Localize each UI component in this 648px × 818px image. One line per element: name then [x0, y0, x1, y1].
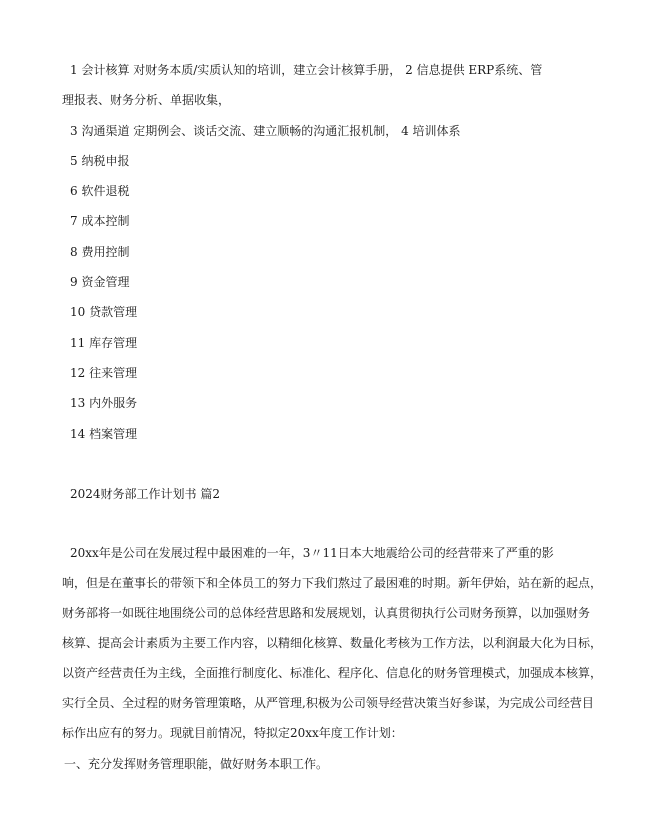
list-item: 6 软件退税: [70, 184, 130, 198]
list-item: 5 纳税申报: [70, 154, 130, 168]
paragraph-line: 响，但是在董事长的带领下和全体员工的努力下我们熬过了最困难的时期。新年伊始，站在新的起点，: [62, 576, 603, 590]
list-item: 11 库存管理: [70, 336, 138, 350]
paragraph-line: 实行全员、全过程的财务管理策略，从严管理,积极为公司领导经营决策当好参谋，为完成公司经营目: [62, 696, 594, 710]
paragraph-line: 以资产经营责任为主线，全面推行制度化、标准化、程序化、信息化的财务管理模式，加强成本核算，: [62, 666, 603, 680]
list-item: 14 档案管理: [70, 427, 138, 441]
list-item-continuation: 理报表、财务分析、单据收集，: [62, 93, 231, 107]
list-item: 7 成本控制: [70, 214, 130, 228]
list-item: 13 内外服务: [70, 396, 138, 410]
list-item: 3 沟通渠道 定期例会、谈话交流、建立顺畅的沟通汇报机制， 4 培训体系: [70, 124, 461, 138]
list-item: 8 费用控制: [70, 245, 130, 259]
list-item: 1 会计核算 对财务本质/实质认知的培训，建立会计核算手册， 2 信息提供 ERP系统、管: [70, 63, 543, 77]
paragraph-line: 财务部将一如既往地围绕公司的总体经营思路和发展规划，认真贯彻执行公司财务预算，以加强财务: [62, 606, 591, 620]
paragraph-line: 标作出应有的努力。现就目前情况，特拟定20xx年度工作计划：: [62, 726, 403, 740]
list-item: 12 往来管理: [70, 366, 138, 380]
section-title: 2024财务部工作计划书 篇2: [70, 487, 220, 501]
paragraph-line: 20xx年是公司在发展过程中最困难的一年，3〃11日本大地震给公司的经营带来了严重的影: [70, 546, 554, 560]
subheading: 一、充分发挥财务管理职能，做好财务本职工作。: [64, 757, 329, 771]
paragraph-line: 核算、提高会计素质为主要工作内容，以精细化核算、数量化考核为工作方法，以利润最大化为日标，: [62, 636, 603, 650]
list-item: 10 贷款管理: [70, 305, 138, 319]
list-item: 9 资金管理: [70, 275, 130, 289]
